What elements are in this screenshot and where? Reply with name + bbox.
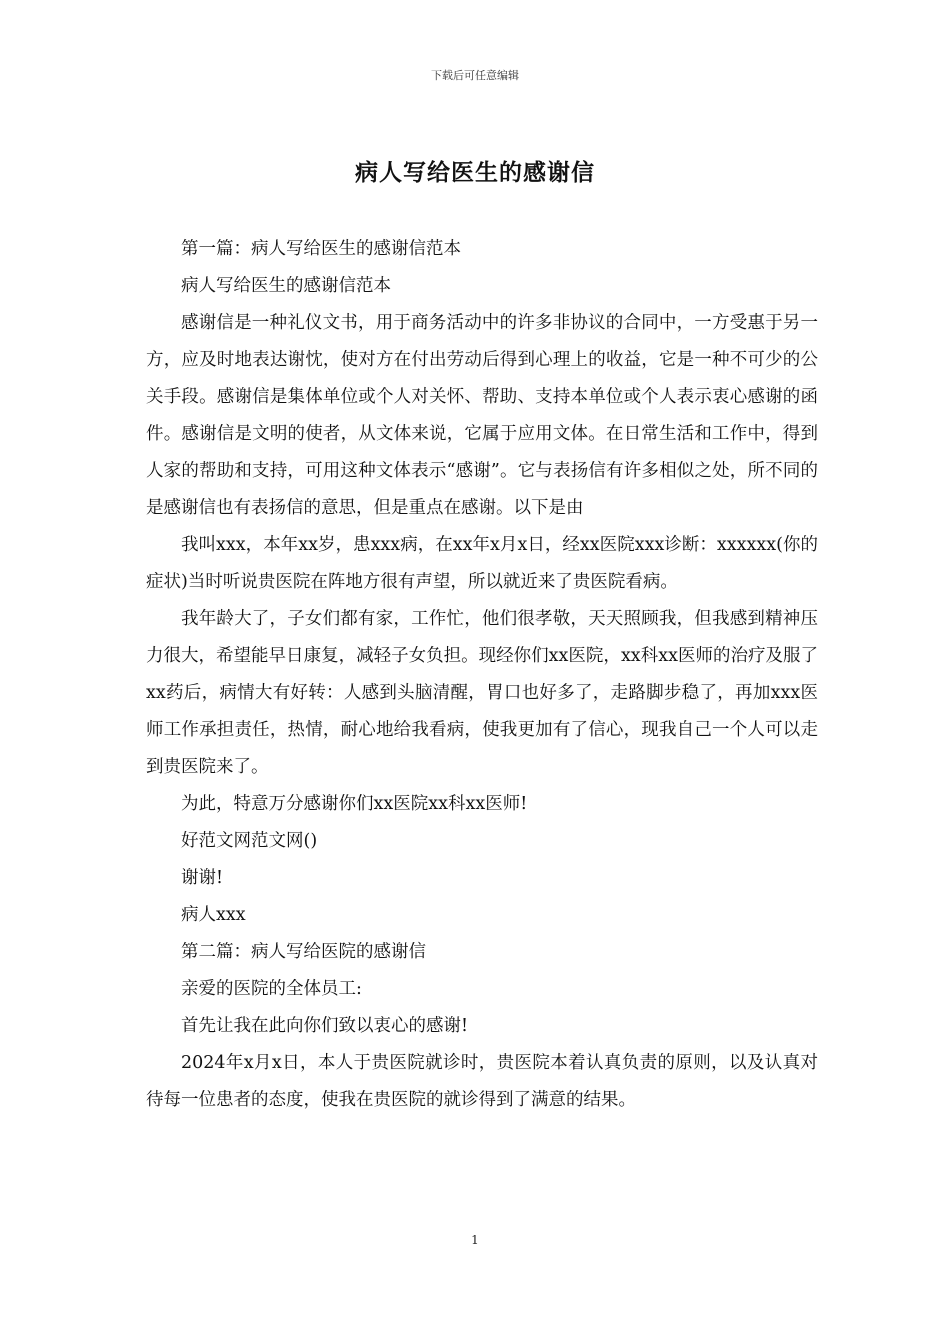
paragraph-thanks: 为此，特意万分感谢你们xx医院xx科xx医师! xyxy=(181,794,528,814)
paragraph-signature: 病人xxx xyxy=(181,905,246,925)
paragraph-gratitude: 首先让我在此向你们致以衷心的感谢! xyxy=(181,1016,469,1036)
section-heading-2: 第二篇：病人写给医院的感谢信 xyxy=(181,942,426,962)
paragraph-source: 好范文网范文网() xyxy=(181,831,318,851)
paragraph-visit: 2024年x月x日，本人于贵医院就诊时，贵医院本着认真负责的原则，以及认真对待每一位患者的态度，使我在贵医院的就诊得到了满意的结果。 xyxy=(146,1053,818,1110)
page-header-note: 下载后可任意编辑 xyxy=(431,69,519,82)
paragraph-intro: 感谢信是一种礼仪文书，用于商务活动中的许多非协议的合同中，一方受惠于另一方，应及时地表达谢忱，使对方在付出劳动后得到心理上的收益，它是一种不可少的公关手段。感谢信是集体单位或个人对关怀、帮助、支持本单位或个人表示衷心感谢的函件。感谢信是文明的使者，从文体来说，它属于应用文体。在日常生活和工作中，得到人家的帮助和支持，可用这种文体表示“感谢”。它与表扬信有许多相似之处，所不同的是感谢信也有表扬信的意思，但是重点在感谢。以下是由 xyxy=(146,313,818,518)
page-number: 1 xyxy=(471,1233,479,1247)
document-body xyxy=(146,231,818,1119)
paragraph-treatment: 我年龄大了，子女们都有家，工作忙，他们很孝敬，天天照顾我，但我感到精神压力很大，希望能早日康复，减轻子女负担。现经你们xx医院，xx科xx医师的治疗及服了xx药后，病情大有好转：人感到头脑清醒，胃口也好多了，走路脚步稳了，再加xxx医师工作承担责任，热情，耐心地给我看病，使我更加有了信心，现我自己一个人可以走到贵医院来了。 xyxy=(146,609,818,777)
paragraph-patient-info: 我叫xxx，本年xx岁，患xxx病，在xx年x月x日，经xx医院xxx诊断：xxxxxx(你的症状)当时听说贵医院在阵地方很有声望，所以就近来了贵医院看病。 xyxy=(146,535,818,592)
document-title: 病人写给医生的感谢信 xyxy=(355,159,595,186)
paragraph-subtitle: 病人写给医生的感谢信范本 xyxy=(181,276,391,296)
paragraph-closing: 谢谢! xyxy=(181,868,224,888)
section-heading-1: 第一篇：病人写给医生的感谢信范本 xyxy=(181,239,461,259)
paragraph-salutation: 亲爱的医院的全体员工: xyxy=(181,979,362,999)
